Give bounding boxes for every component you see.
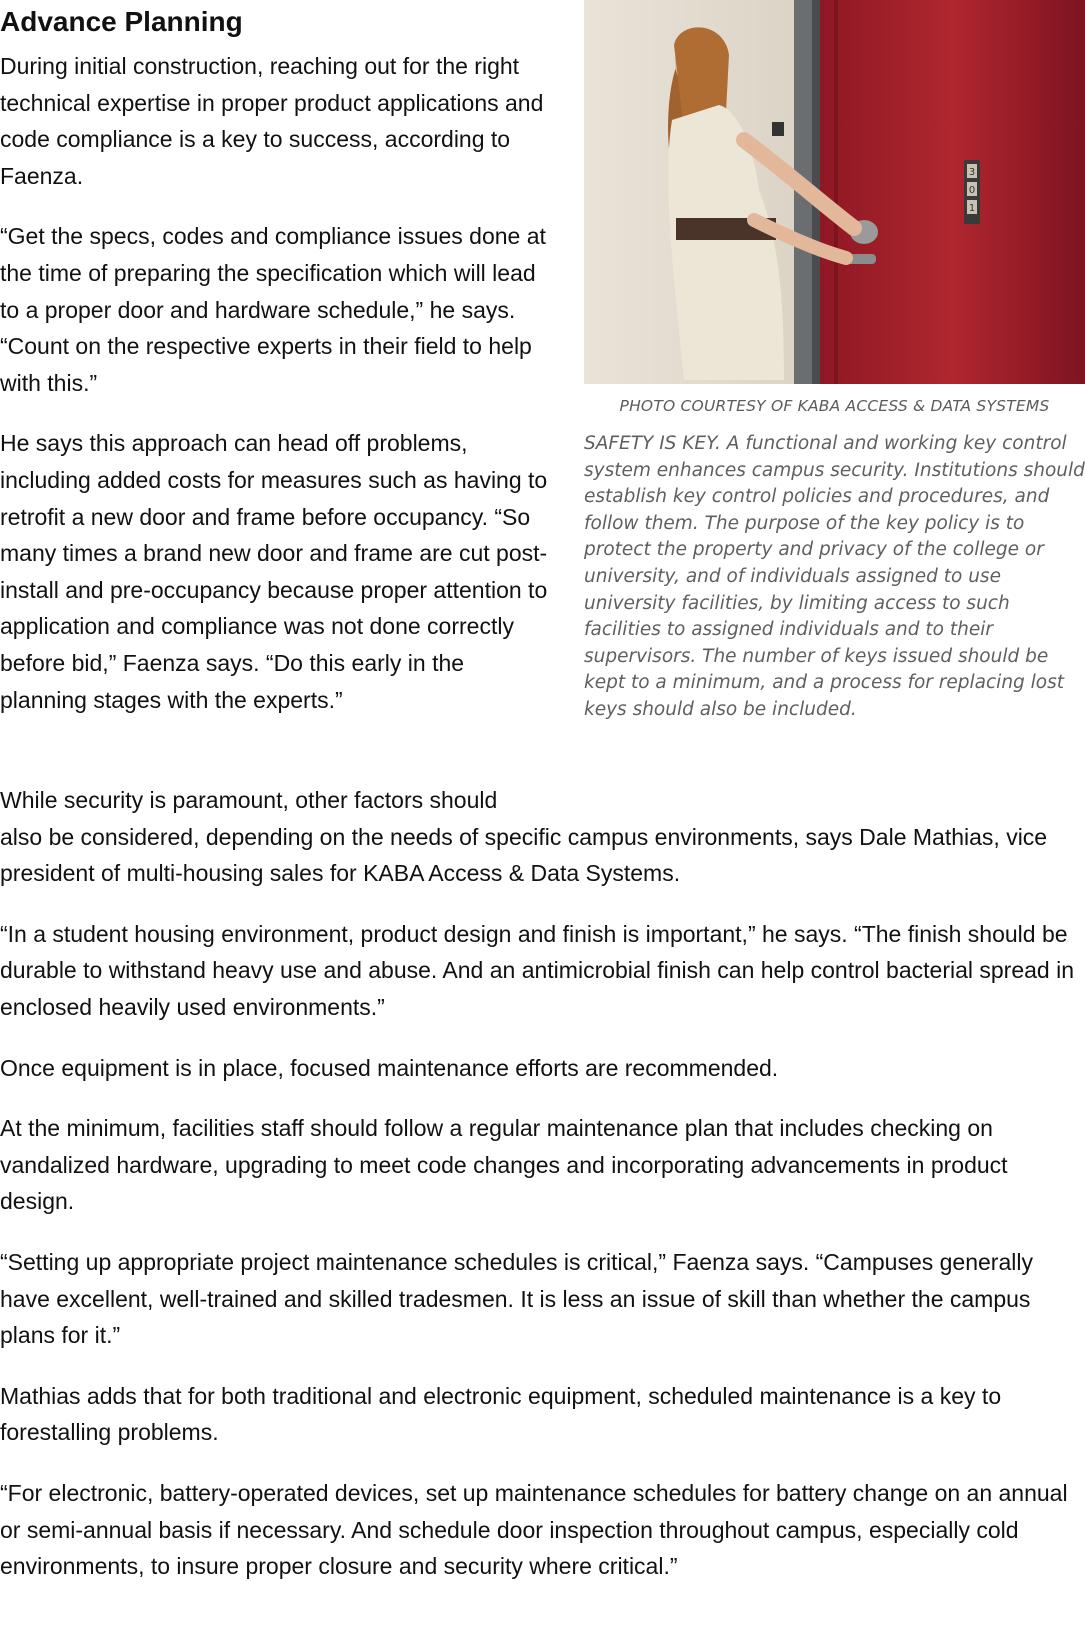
photo-caption: SAFETY IS KEY. A functional and working key control system enhances campus security. Institutions should establish key control policies and procedures, and follow them. The purpose of the key policy is to protect the property and privacy of the college or university, and of individuals assigned to use university facilities, by limiting access to such facilities to assigned individuals and to their supervisors. The number of keys issued should be kept to a minimum, and a process for replacing lost keys should also be included. [584,433,1085,720]
photo-figure [584,0,1085,724]
paragraph-maintenance-plan: At the minimum, facilities staff should follow a regular maintenance plan that includes checking on vandalized hardware, upgrading to meet code changes and incorporating advancements in product design. [0,1115,1008,1215]
photo-credit: PHOTO COURTESY OF KABA ACCESS & DATA SYSTEMS [619,397,1050,415]
woman-at-door-illustration [584,0,1085,384]
room-number-digit-2: 0 [968,185,976,196]
paragraph-maintenance-schedules-quote [0,1244,1085,1354]
paragraph-schedules-rest: have excellent, well-trained and skilled tradesmen. It is less an issue of skill than whether the campus plans for it.” [0,1285,1031,1349]
room-number-digit-3: 1 [968,203,976,214]
full-width-column [0,782,1085,1609]
left-column [0,48,550,742]
door-photo [584,0,1085,384]
paragraph-security-paramount [0,782,1085,892]
paragraph-security-line1: While security is paramount, other factors should [0,787,498,813]
paragraph-initial-construction: During initial construction, reaching out for the right technical expertise in proper product applications and code compliance is a key to success, according to Faenza. [0,53,544,189]
paragraph-student-housing-quote: “In a student housing environment, product design and finish is important,” he says. “The finish should be durable to withstand heavy use and abuse. And an antimicrobial finish can help control bacterial spread in enclosed heavily used environments.” [0,920,1075,1020]
paragraph-schedules-line1: “Setting up appropriate project maintenance schedules is critical,” Faenza says. “Campuses generally [0,1248,1033,1275]
section-heading: Advance Planning [0,6,243,37]
paragraph-head-off-problems: He says this approach can head off problems, including added costs for measures such as having to retrofit a new door and frame before occupancy. “So many times a brand new door and frame are cut post-install and pre-occupancy because proper attention to application and compliance was not done correctly before bid,” Faenza says. “Do this early in the planning stages with the experts.” [0,430,548,713]
paragraph-mathias-equipment: Mathias adds that for both traditional and electronic equipment, scheduled maintenance is a key to forestalling problems. [0,1382,1002,1446]
paragraph-battery-quote: “For electronic, battery-operated devices, set up maintenance schedules for battery change on an annual or semi-annual basis if necessary. And schedule door inspection throughout campus, especially cold environments, to insure proper closure and security where critical.” [0,1479,1068,1580]
paragraph-specs-quote: “Get the specs, codes and compliance issues done at the time of preparing the specification which will lead to a proper door and hardware schedule,” he says. “Count on the respective experts in their field to help with this.” [0,223,546,396]
room-number-digit-1: 3 [968,167,976,178]
paragraph-security-rest: also be considered, depending on the needs of specific campus environments, says Dale Mathias, vice president of multi-housing sales for KABA Access & Data Systems. [0,823,1048,887]
paragraph-maintenance-efforts: Once equipment is in place, focused maintenance efforts are recommended. [0,1054,779,1081]
